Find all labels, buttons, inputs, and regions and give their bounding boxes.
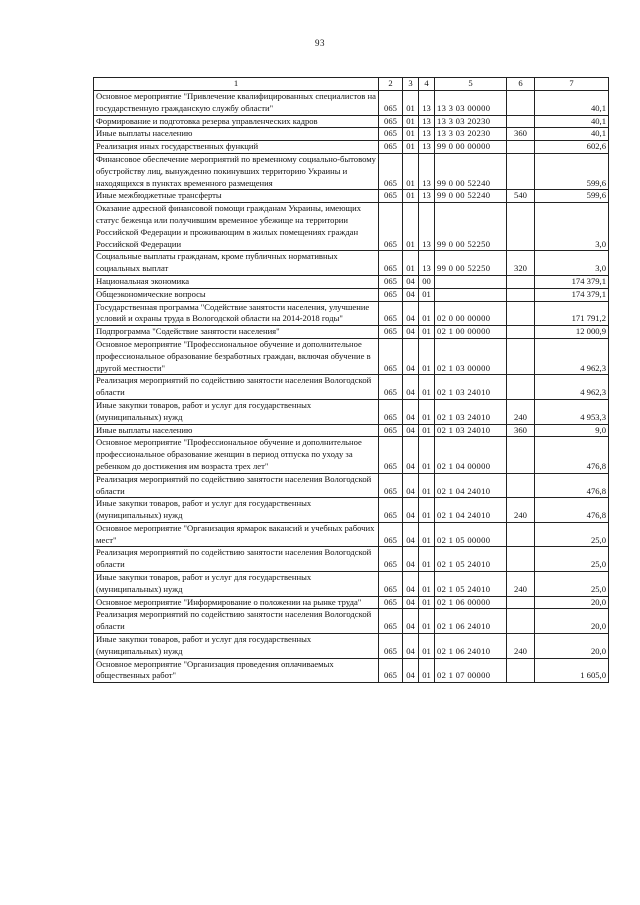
col-header-csr: 5 <box>435 78 507 91</box>
row-rz-cell: 01 <box>403 141 419 154</box>
row-grbs-cell: 065 <box>379 251 403 276</box>
table-row <box>94 203 609 251</box>
row-grbs-cell: 065 <box>379 301 403 326</box>
row-sum-cell: 40,1 <box>535 115 609 128</box>
col-header-pr: 4 <box>419 78 435 91</box>
row-pr-cell: 01 <box>419 288 435 301</box>
row-vr-cell <box>507 522 535 547</box>
row-sum-cell: 20,0 <box>535 634 609 659</box>
row-csr-cell: 02 1 04 24010 <box>435 498 507 523</box>
table-row <box>94 424 609 437</box>
table-row <box>94 128 609 141</box>
row-csr-cell: 13 3 03 20230 <box>435 115 507 128</box>
row-vr-cell <box>507 338 535 374</box>
row-sum-cell: 476,8 <box>535 473 609 498</box>
row-vr-cell <box>507 547 535 572</box>
row-pr-cell: 13 <box>419 153 435 189</box>
row-name-cell: Иные выплаты населению <box>94 424 379 437</box>
table-row <box>94 596 609 609</box>
row-pr-cell: 13 <box>419 91 435 116</box>
row-sum-cell: 4 953,3 <box>535 399 609 424</box>
row-pr-cell: 01 <box>419 634 435 659</box>
table-row <box>94 473 609 498</box>
row-grbs-cell: 065 <box>379 91 403 116</box>
row-rz-cell: 04 <box>403 375 419 400</box>
row-grbs-cell: 065 <box>379 609 403 634</box>
row-pr-cell: 13 <box>419 141 435 154</box>
row-vr-cell <box>507 153 535 189</box>
table-row <box>94 658 609 683</box>
table-row <box>94 522 609 547</box>
col-header-sum: 7 <box>535 78 609 91</box>
row-name-cell: Общеэкономические вопросы <box>94 288 379 301</box>
row-sum-cell: 12 000,9 <box>535 326 609 339</box>
row-csr-cell: 02 1 03 24010 <box>435 424 507 437</box>
row-grbs-cell: 065 <box>379 437 403 473</box>
table-row <box>94 399 609 424</box>
table-row <box>94 437 609 473</box>
row-sum-cell: 1 605,0 <box>535 658 609 683</box>
row-csr-cell: 02 1 05 24010 <box>435 572 507 597</box>
table-row <box>94 115 609 128</box>
row-name-cell: Реализация мероприятий по содействию занятости населения Вологодской области <box>94 609 379 634</box>
row-sum-cell: 599,6 <box>535 190 609 203</box>
row-vr-cell: 360 <box>507 424 535 437</box>
row-grbs-cell: 065 <box>379 288 403 301</box>
row-csr-cell: 02 1 06 00000 <box>435 596 507 609</box>
col-header-vr: 6 <box>507 78 535 91</box>
row-grbs-cell: 065 <box>379 547 403 572</box>
row-name-cell: Формирование и подготовка резерва управленческих кадров <box>94 115 379 128</box>
row-pr-cell: 01 <box>419 301 435 326</box>
row-sum-cell: 40,1 <box>535 91 609 116</box>
col-header-grbs: 2 <box>379 78 403 91</box>
row-sum-cell: 40,1 <box>535 128 609 141</box>
row-name-cell: Иные выплаты населению <box>94 128 379 141</box>
table-body <box>94 91 609 683</box>
row-name-cell: Иные закупки товаров, работ и услуг для государственных (муниципальных) нужд <box>94 634 379 659</box>
row-sum-cell: 476,8 <box>535 498 609 523</box>
row-rz-cell: 04 <box>403 522 419 547</box>
row-rz-cell: 01 <box>403 153 419 189</box>
row-csr-cell <box>435 275 507 288</box>
table-row <box>94 634 609 659</box>
row-name-cell: Национальная экономика <box>94 275 379 288</box>
row-grbs-cell: 065 <box>379 128 403 141</box>
row-grbs-cell: 065 <box>379 634 403 659</box>
table-row <box>94 609 609 634</box>
row-sum-cell: 9,0 <box>535 424 609 437</box>
row-pr-cell: 01 <box>419 522 435 547</box>
row-grbs-cell: 065 <box>379 203 403 251</box>
row-csr-cell: 99 0 00 52250 <box>435 203 507 251</box>
table-row <box>94 572 609 597</box>
row-rz-cell: 04 <box>403 338 419 374</box>
row-pr-cell: 01 <box>419 338 435 374</box>
row-pr-cell: 01 <box>419 399 435 424</box>
row-vr-cell <box>507 596 535 609</box>
row-rz-cell: 04 <box>403 424 419 437</box>
row-rz-cell: 04 <box>403 634 419 659</box>
row-sum-cell: 25,0 <box>535 547 609 572</box>
header-row <box>94 78 609 91</box>
row-name-cell: Подпрограмма "Содействие занятости населения" <box>94 326 379 339</box>
row-csr-cell: 02 1 04 00000 <box>435 437 507 473</box>
row-grbs-cell: 065 <box>379 473 403 498</box>
table-row <box>94 275 609 288</box>
row-grbs-cell: 065 <box>379 424 403 437</box>
row-sum-cell: 3,0 <box>535 251 609 276</box>
row-rz-cell: 04 <box>403 658 419 683</box>
row-sum-cell: 4 962,3 <box>535 375 609 400</box>
row-csr-cell: 02 1 07 00000 <box>435 658 507 683</box>
row-name-cell: Реализация мероприятий по содействию занятости населения Вологодской области <box>94 375 379 400</box>
row-rz-cell: 04 <box>403 498 419 523</box>
row-pr-cell: 13 <box>419 203 435 251</box>
row-vr-cell <box>507 288 535 301</box>
row-pr-cell: 01 <box>419 437 435 473</box>
row-pr-cell: 01 <box>419 375 435 400</box>
row-rz-cell: 04 <box>403 596 419 609</box>
table-row <box>94 153 609 189</box>
row-vr-cell <box>507 275 535 288</box>
row-csr-cell: 02 1 04 24010 <box>435 473 507 498</box>
row-sum-cell: 20,0 <box>535 609 609 634</box>
row-csr-cell: 99 0 00 00000 <box>435 141 507 154</box>
row-pr-cell: 01 <box>419 498 435 523</box>
table-row <box>94 547 609 572</box>
row-rz-cell: 04 <box>403 609 419 634</box>
row-sum-cell: 4 962,3 <box>535 338 609 374</box>
row-grbs-cell: 065 <box>379 572 403 597</box>
row-name-cell: Основное мероприятие "Организация ярмарок вакансий и учебных рабочих мест" <box>94 522 379 547</box>
row-pr-cell: 01 <box>419 424 435 437</box>
row-vr-cell <box>507 326 535 339</box>
row-vr-cell <box>507 658 535 683</box>
row-sum-cell: 602,6 <box>535 141 609 154</box>
table-row <box>94 288 609 301</box>
row-name-cell: Основное мероприятие "Профессиональное обучение и дополнительное профессиональное образование женщин в период отпуска по уходу за ребенком до достижения им возраста трех лет" <box>94 437 379 473</box>
row-pr-cell: 01 <box>419 609 435 634</box>
row-rz-cell: 01 <box>403 115 419 128</box>
row-sum-cell: 20,0 <box>535 596 609 609</box>
row-name-cell: Иные закупки товаров, работ и услуг для государственных (муниципальных) нужд <box>94 498 379 523</box>
table-row <box>94 141 609 154</box>
table-row <box>94 326 609 339</box>
row-csr-cell: 99 0 00 52250 <box>435 251 507 276</box>
row-grbs-cell: 065 <box>379 153 403 189</box>
row-grbs-cell: 065 <box>379 522 403 547</box>
table-row <box>94 375 609 400</box>
row-grbs-cell: 065 <box>379 596 403 609</box>
row-vr-cell <box>507 141 535 154</box>
row-csr-cell: 13 3 03 00000 <box>435 91 507 116</box>
table-row <box>94 338 609 374</box>
row-rz-cell: 04 <box>403 572 419 597</box>
row-vr-cell <box>507 301 535 326</box>
row-vr-cell: 240 <box>507 572 535 597</box>
row-pr-cell: 01 <box>419 572 435 597</box>
row-rz-cell: 04 <box>403 288 419 301</box>
row-sum-cell: 476,8 <box>535 437 609 473</box>
budget-table <box>93 77 609 683</box>
row-vr-cell: 360 <box>507 128 535 141</box>
row-vr-cell <box>507 91 535 116</box>
row-name-cell: Иные закупки товаров, работ и услуг для государственных (муниципальных) нужд <box>94 399 379 424</box>
row-rz-cell: 04 <box>403 399 419 424</box>
row-grbs-cell: 065 <box>379 115 403 128</box>
row-sum-cell: 599,6 <box>535 153 609 189</box>
row-vr-cell <box>507 437 535 473</box>
row-vr-cell <box>507 609 535 634</box>
row-csr-cell: 02 0 00 00000 <box>435 301 507 326</box>
table-row <box>94 301 609 326</box>
row-grbs-cell: 065 <box>379 141 403 154</box>
row-name-cell: Основное мероприятие "Организация проведения оплачиваемых общественных работ" <box>94 658 379 683</box>
row-rz-cell: 04 <box>403 275 419 288</box>
row-vr-cell: 540 <box>507 190 535 203</box>
row-vr-cell: 320 <box>507 251 535 276</box>
row-sum-cell: 174 379,1 <box>535 288 609 301</box>
row-name-cell: Реализация мероприятий по содействию занятости населения Вологодской области <box>94 473 379 498</box>
row-pr-cell: 01 <box>419 658 435 683</box>
row-name-cell: Иные межбюджетные трансферты <box>94 190 379 203</box>
row-csr-cell: 02 1 05 00000 <box>435 522 507 547</box>
row-name-cell: Основное мероприятие "Привлечение квалифицированных специалистов на государственную гражданскую службу области" <box>94 91 379 116</box>
row-csr-cell: 02 1 06 24010 <box>435 634 507 659</box>
row-vr-cell: 240 <box>507 634 535 659</box>
row-rz-cell: 04 <box>403 301 419 326</box>
row-rz-cell: 04 <box>403 547 419 572</box>
row-pr-cell: 01 <box>419 326 435 339</box>
row-vr-cell <box>507 203 535 251</box>
row-csr-cell: 02 1 06 24010 <box>435 609 507 634</box>
row-grbs-cell: 065 <box>379 498 403 523</box>
row-vr-cell <box>507 375 535 400</box>
row-rz-cell: 04 <box>403 326 419 339</box>
row-pr-cell: 01 <box>419 473 435 498</box>
row-pr-cell: 13 <box>419 190 435 203</box>
col-header-name: 1 <box>94 78 379 91</box>
row-grbs-cell: 065 <box>379 375 403 400</box>
row-sum-cell: 25,0 <box>535 522 609 547</box>
row-pr-cell: 13 <box>419 115 435 128</box>
col-header-rz: 3 <box>403 78 419 91</box>
row-csr-cell: 13 3 03 20230 <box>435 128 507 141</box>
row-rz-cell: 01 <box>403 190 419 203</box>
row-rz-cell: 04 <box>403 437 419 473</box>
row-name-cell: Основное мероприятие "Информирование о положении на рынке труда" <box>94 596 379 609</box>
row-grbs-cell: 065 <box>379 338 403 374</box>
row-rz-cell: 01 <box>403 128 419 141</box>
page-number: 93 <box>315 38 325 48</box>
row-csr-cell: 02 1 05 24010 <box>435 547 507 572</box>
row-rz-cell: 04 <box>403 473 419 498</box>
row-grbs-cell: 065 <box>379 658 403 683</box>
row-sum-cell: 174 379,1 <box>535 275 609 288</box>
table-row <box>94 91 609 116</box>
row-csr-cell: 02 1 03 00000 <box>435 338 507 374</box>
row-name-cell: Государственная программа "Содействие занятости населения, улучшение условий и охраны труда в Вологодской области на 2014-2018 годы" <box>94 301 379 326</box>
row-vr-cell: 240 <box>507 498 535 523</box>
row-grbs-cell: 065 <box>379 190 403 203</box>
row-name-cell: Основное мероприятие "Профессиональное обучение и дополнительное профессиональное образование безработных граждан, включая обучение в другой местности" <box>94 338 379 374</box>
row-vr-cell: 240 <box>507 399 535 424</box>
row-rz-cell: 01 <box>403 203 419 251</box>
row-name-cell: Финансовое обеспечение мероприятий по временному социально-бытовому обустройству лиц, вынужденно покинувших территорию Украины и находящихся в пунктах временного размещения <box>94 153 379 189</box>
row-pr-cell: 01 <box>419 596 435 609</box>
table-row <box>94 498 609 523</box>
row-rz-cell: 01 <box>403 91 419 116</box>
row-sum-cell: 171 791,2 <box>535 301 609 326</box>
row-name-cell: Оказание адресной финансовой помощи гражданам Украины, имеющих статус беженца или получившим временное убежище на территории Российской Федерации и проживающим в жилых помещениях граждан Российской Федерации <box>94 203 379 251</box>
row-vr-cell <box>507 115 535 128</box>
row-name-cell: Иные закупки товаров, работ и услуг для государственных (муниципальных) нужд <box>94 572 379 597</box>
row-vr-cell <box>507 473 535 498</box>
row-pr-cell: 13 <box>419 251 435 276</box>
row-name-cell: Социальные выплаты гражданам, кроме публичных нормативных социальных выплат <box>94 251 379 276</box>
row-rz-cell: 01 <box>403 251 419 276</box>
row-csr-cell: 02 1 03 24010 <box>435 375 507 400</box>
row-csr-cell: 02 1 03 24010 <box>435 399 507 424</box>
row-csr-cell <box>435 288 507 301</box>
row-csr-cell: 99 0 00 52240 <box>435 190 507 203</box>
row-grbs-cell: 065 <box>379 399 403 424</box>
row-grbs-cell: 065 <box>379 275 403 288</box>
row-sum-cell: 3,0 <box>535 203 609 251</box>
row-name-cell: Реализация мероприятий по содействию занятости населения Вологодской области <box>94 547 379 572</box>
table-row <box>94 251 609 276</box>
row-pr-cell: 13 <box>419 128 435 141</box>
row-csr-cell: 02 1 00 00000 <box>435 326 507 339</box>
row-pr-cell: 01 <box>419 547 435 572</box>
table-row <box>94 190 609 203</box>
row-pr-cell: 00 <box>419 275 435 288</box>
row-grbs-cell: 065 <box>379 326 403 339</box>
row-csr-cell: 99 0 00 52240 <box>435 153 507 189</box>
row-sum-cell: 25,0 <box>535 572 609 597</box>
row-name-cell: Реализация иных государственных функций <box>94 141 379 154</box>
